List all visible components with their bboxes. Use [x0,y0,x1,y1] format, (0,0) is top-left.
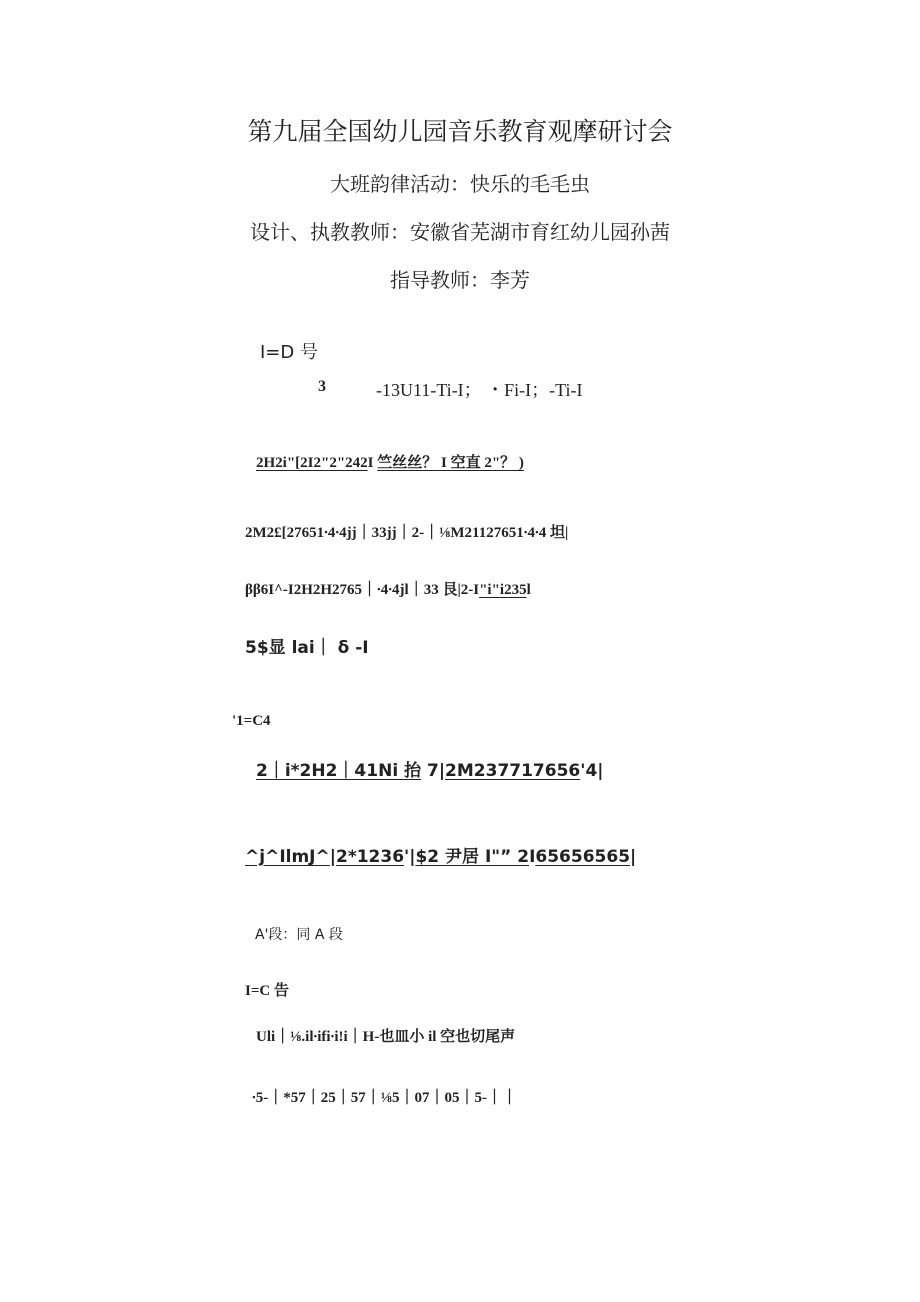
score-line-7-part-e: $2 尹居 I"” 2 [415,847,530,867]
score-line-9: ∙5-｜*57｜25｜57｜⅛5｜07｜05｜5-｜｜ [252,1090,517,1106]
score-line-6-part-f: '4| [580,761,604,781]
score-line-2-part-a: 2H2i"[2I2"2"242 [256,455,368,471]
score-line-2-part-b: I [367,455,378,471]
designer-line: 设计、执教教师：安徽省芜湖市育红幼儿园孙茜 [250,222,670,244]
score-line-6-part-d: 2M2377176 [445,761,557,781]
score-line-4 [245,578,531,599]
score-line-7-part-c: 2*1236 [335,847,405,867]
activity-subtitle: 大班韵律活动：快乐的毛毛虫 [330,174,590,196]
score-line-3: 2M2£[27651∙4∙4jj｜33jj｜2-｜⅛M21127651∙4∙4 坦| [245,525,569,541]
score-line-2 [256,451,524,472]
score-line-1: -13U11-Ti-I； ・Fi-I；-Ti-I [376,380,583,400]
score-line-6-part-b: 1Ni 抬 [366,761,422,781]
score-line-6-part-e: 56 [556,761,581,781]
score-line-4-part-a: ββ6I^-I2H2H2765｜∙4∙4jl｜33 艮|2-I [245,582,480,598]
score-line-6-part-c: 7| [421,761,446,781]
score-line-7 [245,842,636,867]
score-line-7-part-d: '| [404,847,416,867]
score-line-7-part-b: | [329,847,336,867]
score-line-7-part-a: ^j^IlmJ^ [245,847,330,867]
mentor-line: 指导教师：李芳 [390,270,530,292]
score-line-2-part-d: 空直 2"？ ) [446,455,524,471]
score-line-1-number: 3 [318,378,326,395]
a-prime-section-note: A'段：同 A 段 [255,927,343,943]
page-title: 第九届全国幼儿园音乐教育观摩研讨会 [247,119,673,146]
score-line-4-part-c: l [526,582,531,598]
score-line-7-part-h: | [630,847,637,867]
score-line-6 [256,756,604,781]
key-signature-d: I=D 号 [260,342,318,363]
score-line-6-part-a: 2｜i*2H2｜4 [256,761,367,781]
score-line-5: 5$显 lai｜ δ -I [245,638,369,658]
score-line-7-part-g: 65656565 [535,847,631,867]
score-line-2-part-c: 竺丝丝？ I [377,455,447,471]
key-signature-c-third: I=C 告 [245,983,289,999]
score-line-7-part-f: I [529,847,536,867]
score-line-8: Uli｜⅛.il∙ifi∙i!i｜H-也皿小 il 空也切尾声 [256,1029,516,1045]
key-signature-c4: '1=C4 [232,713,271,729]
score-line-4-part-b: "i"i235 [479,582,527,598]
